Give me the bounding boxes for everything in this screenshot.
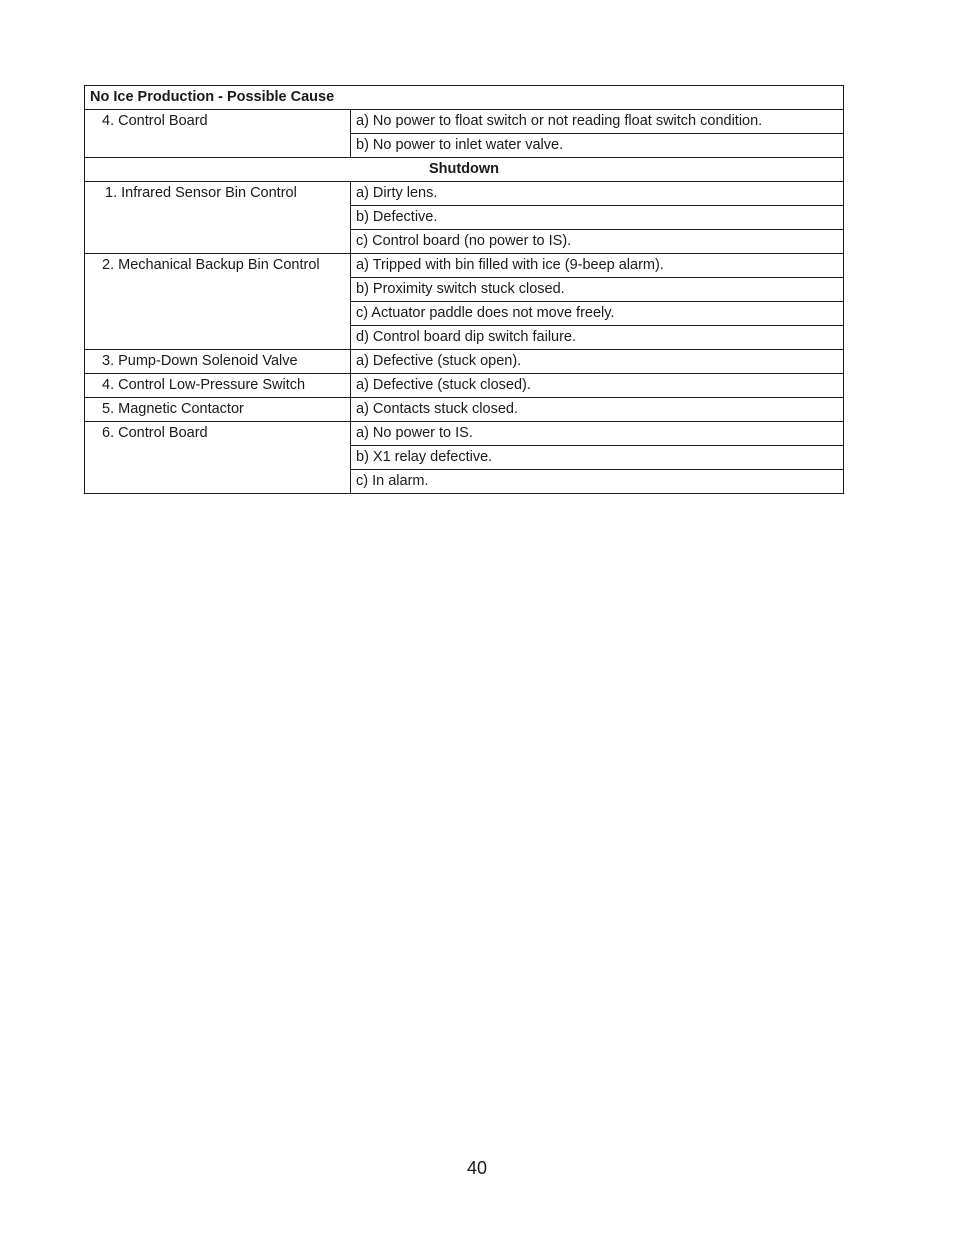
table-row — [85, 374, 844, 398]
cause-label: 3. Pump-Down Solenoid Valve — [85, 350, 351, 374]
possible-cause: a) No power to IS. — [351, 422, 844, 446]
possible-cause: a) Defective (stuck open). — [351, 350, 844, 374]
table-row — [85, 350, 844, 374]
cause-label: 6. Control Board — [85, 422, 351, 494]
possible-cause: c) In alarm. — [351, 470, 844, 494]
possible-cause: b) Defective. — [351, 206, 844, 230]
possible-cause: c) Control board (no power to IS). — [351, 230, 844, 254]
table-header-row — [85, 86, 844, 110]
possible-cause: b) Proximity switch stuck closed. — [351, 278, 844, 302]
cause-label: 5. Magnetic Contactor — [85, 398, 351, 422]
possible-cause: c) Actuator paddle does not move freely. — [351, 302, 844, 326]
troubleshooting-table — [84, 85, 844, 494]
page-number: 40 — [466, 1158, 488, 1178]
cause-label: 1. Infrared Sensor Bin Control — [85, 182, 351, 254]
possible-cause: a) Defective (stuck closed). — [351, 374, 844, 398]
possible-cause: b) No power to inlet water valve. — [351, 134, 844, 158]
possible-cause: a) Dirty lens. — [351, 182, 844, 206]
section-row — [85, 158, 844, 182]
possible-cause: b) X1 relay defective. — [351, 446, 844, 470]
table-row — [85, 110, 844, 134]
table-row — [85, 422, 844, 446]
possible-cause: a) No power to float switch or not reading float switch condition. — [351, 110, 844, 134]
possible-cause: d) Control board dip switch failure. — [351, 326, 844, 350]
table-row — [85, 398, 844, 422]
cause-label: 4. Control Low-Pressure Switch — [85, 374, 351, 398]
cause-label: 2. Mechanical Backup Bin Control — [85, 254, 351, 350]
table-title: No Ice Production - Possible Cause — [85, 86, 844, 110]
possible-cause: a) Tripped with bin filled with ice (9-beep alarm). — [351, 254, 844, 278]
cause-label: 4. Control Board — [85, 110, 351, 158]
possible-cause: a) Contacts stuck closed. — [351, 398, 844, 422]
table-row — [85, 182, 844, 206]
section-title: Shutdown — [85, 158, 844, 182]
table-row — [85, 254, 844, 278]
